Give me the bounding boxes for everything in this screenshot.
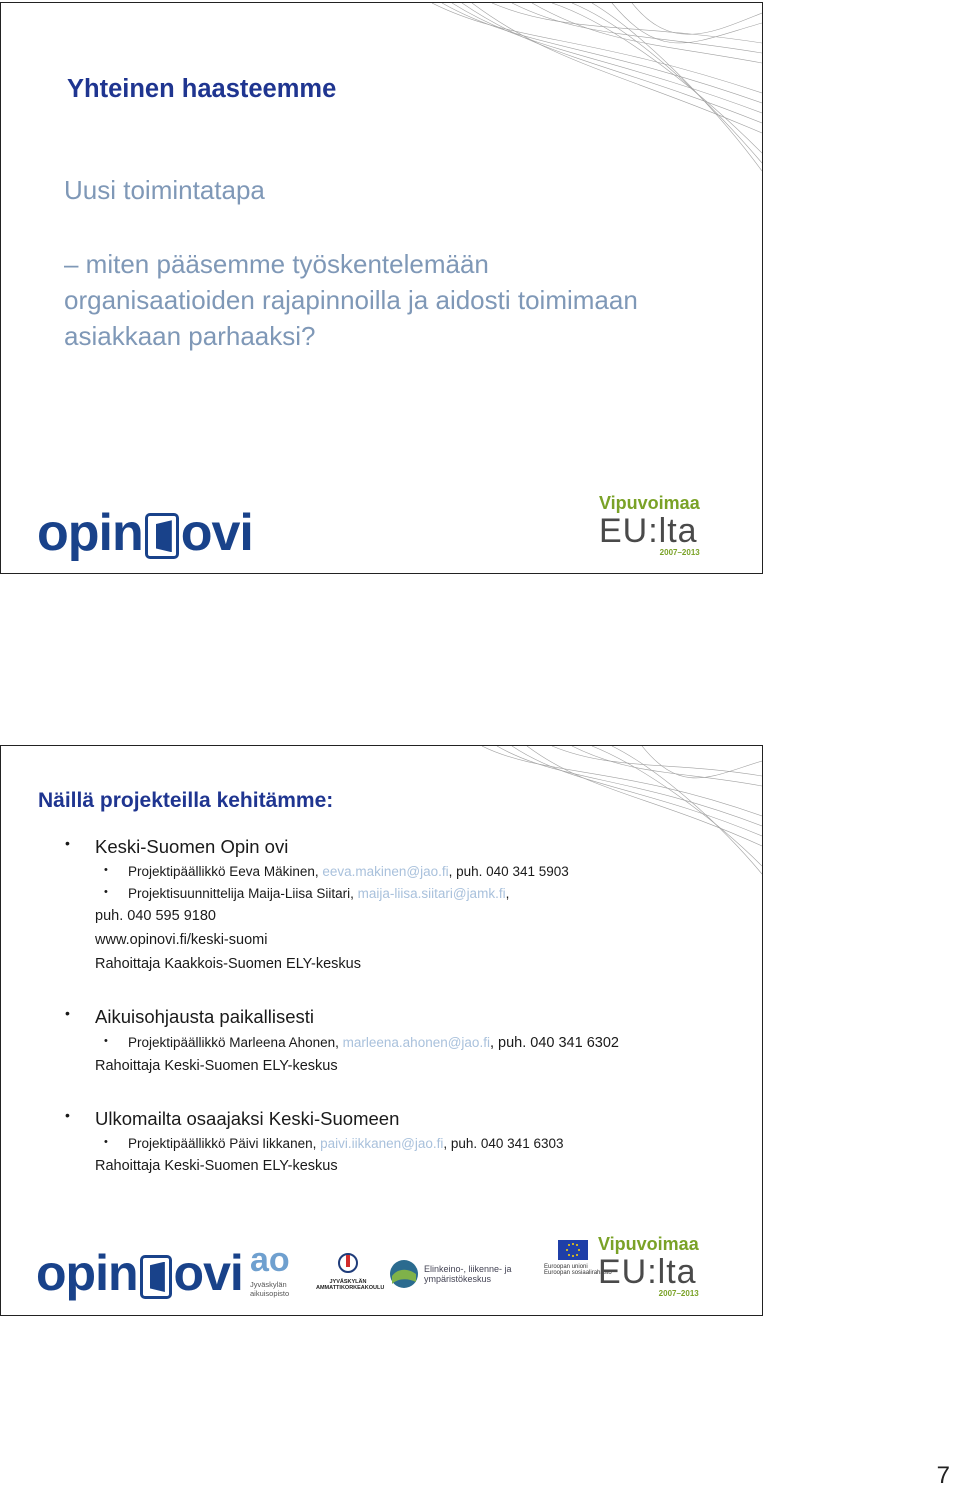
jamk-text-2: AMMATTIKORKEAKOULU — [316, 1285, 385, 1291]
question-line-1: – miten pääsemme työskentelemään — [64, 249, 489, 279]
contact-phone: , puh. 040 341 5903 — [448, 864, 569, 879]
email-link[interactable]: eeva.makinen@jao.fi — [322, 864, 449, 879]
ao-text-2: aikuisopisto — [250, 1289, 290, 1298]
project-1-phone: puh. 040 595 9180 — [95, 908, 216, 924]
eu-text-1: Euroopan unioni — [544, 1264, 588, 1270]
email-link[interactable]: paivi.iikkanen@jao.fi — [320, 1136, 444, 1151]
project-1-line-2 — [128, 886, 509, 901]
vipuvoimaa-label: Vipuvoimaa — [599, 493, 700, 513]
project-1-heading: • Keski-Suomen Opin ovi — [95, 836, 288, 858]
page-number: 7 — [936, 1462, 950, 1489]
project-1-line-1 — [128, 864, 569, 879]
years-label: 2007–2013 — [658, 1289, 699, 1298]
email-link[interactable]: maija-liisa.siitari@jamk.fi — [357, 886, 506, 901]
eu-text-2: Euroopan sosiaalirahasto — [544, 1270, 612, 1276]
vipuvoimaa-logo — [598, 1234, 699, 1298]
project-2-heading: • Aikuisohjausta paikallisesti — [95, 1006, 314, 1028]
logo-text-opin: opin — [36, 1245, 138, 1301]
contact-name: Projektipäällikkö Päivi Iikkanen, — [128, 1136, 321, 1151]
slide-subtitle: Uusi toimintatapa — [64, 175, 265, 205]
jamk-emblem-icon — [337, 1252, 359, 1274]
question-line-3: asiakkaan parhaaksi? — [64, 321, 316, 351]
slide-2-title: Näillä projekteilla kehitämme: — [38, 789, 334, 812]
vipuvoimaa-logo — [599, 493, 700, 557]
ely-text-1: Elinkeino-, liikenne- ja — [424, 1264, 512, 1274]
contact-phone: , puh. 040 341 6303 — [443, 1136, 564, 1151]
contact-name: Projektisuunnittelija Maija-Liisa Siitari, — [128, 886, 358, 901]
question-line-2: organisaatioiden rajapinnoilla ja aidosti toimimaan — [64, 285, 638, 315]
years-label: 2007–2013 — [659, 548, 700, 557]
ao-text-1: Jyväskylän — [250, 1280, 287, 1289]
slide-question — [64, 246, 744, 354]
eu-lta-label: EU:lta — [599, 512, 698, 550]
jamk-logo — [316, 1252, 385, 1291]
logo-text-ovi: ovi — [173, 1245, 243, 1301]
email-link[interactable]: marleena.ahonen@jao.fi — [342, 1035, 490, 1050]
project-2-line-1 — [128, 1035, 619, 1051]
jamk-text-1: JYVÄSKYLÄN — [329, 1279, 367, 1285]
project-2-funder: Rahoittaja Keski-Suomen ELY-keskus — [95, 1058, 338, 1074]
ely-emblem-icon — [388, 1258, 420, 1290]
ely-text-2: ympäristökeskus — [424, 1274, 492, 1284]
jyvaskylan-aikuisopisto-logo — [250, 1241, 290, 1298]
decorative-swirl — [432, 3, 762, 173]
project-1-funder: Rahoittaja Kaakkois-Suomen ELY-keskus — [95, 956, 361, 972]
slide-1 — [0, 2, 763, 574]
opinovi-logo — [37, 503, 253, 563]
ely-logo — [388, 1258, 512, 1290]
decorative-swirl — [482, 746, 762, 876]
logo-text-opin: opin — [37, 504, 143, 562]
contact-name: Projektipäällikkö Eeva Mäkinen, — [128, 864, 323, 879]
contact-phone: , puh. 040 341 6302 — [489, 1035, 619, 1051]
project-1-web[interactable]: www.opinovi.fi/keski-suomi — [95, 932, 268, 948]
opinovi-logo — [36, 1244, 243, 1302]
project-3-line-1 — [128, 1136, 563, 1151]
eu-lta-label: EU:lta — [598, 1253, 697, 1291]
ao-mark: ao — [250, 1241, 290, 1279]
eu-flag-icon — [558, 1240, 588, 1260]
separator: , — [505, 886, 510, 901]
vipuvoimaa-label: Vipuvoimaa — [598, 1234, 699, 1254]
slide-2 — [0, 745, 763, 1316]
contact-name: Projektipäällikkö Marleena Ahonen, — [128, 1035, 343, 1050]
logo-text-ovi: ovi — [180, 504, 253, 562]
project-3-funder: Rahoittaja Keski-Suomen ELY-keskus — [95, 1158, 338, 1174]
door-icon — [145, 513, 179, 559]
project-3-heading: • Ulkomailta osaajaksi Keski-Suomeen — [95, 1108, 399, 1130]
slide-title: Yhteinen haasteemme — [67, 75, 337, 103]
door-icon — [140, 1255, 172, 1299]
